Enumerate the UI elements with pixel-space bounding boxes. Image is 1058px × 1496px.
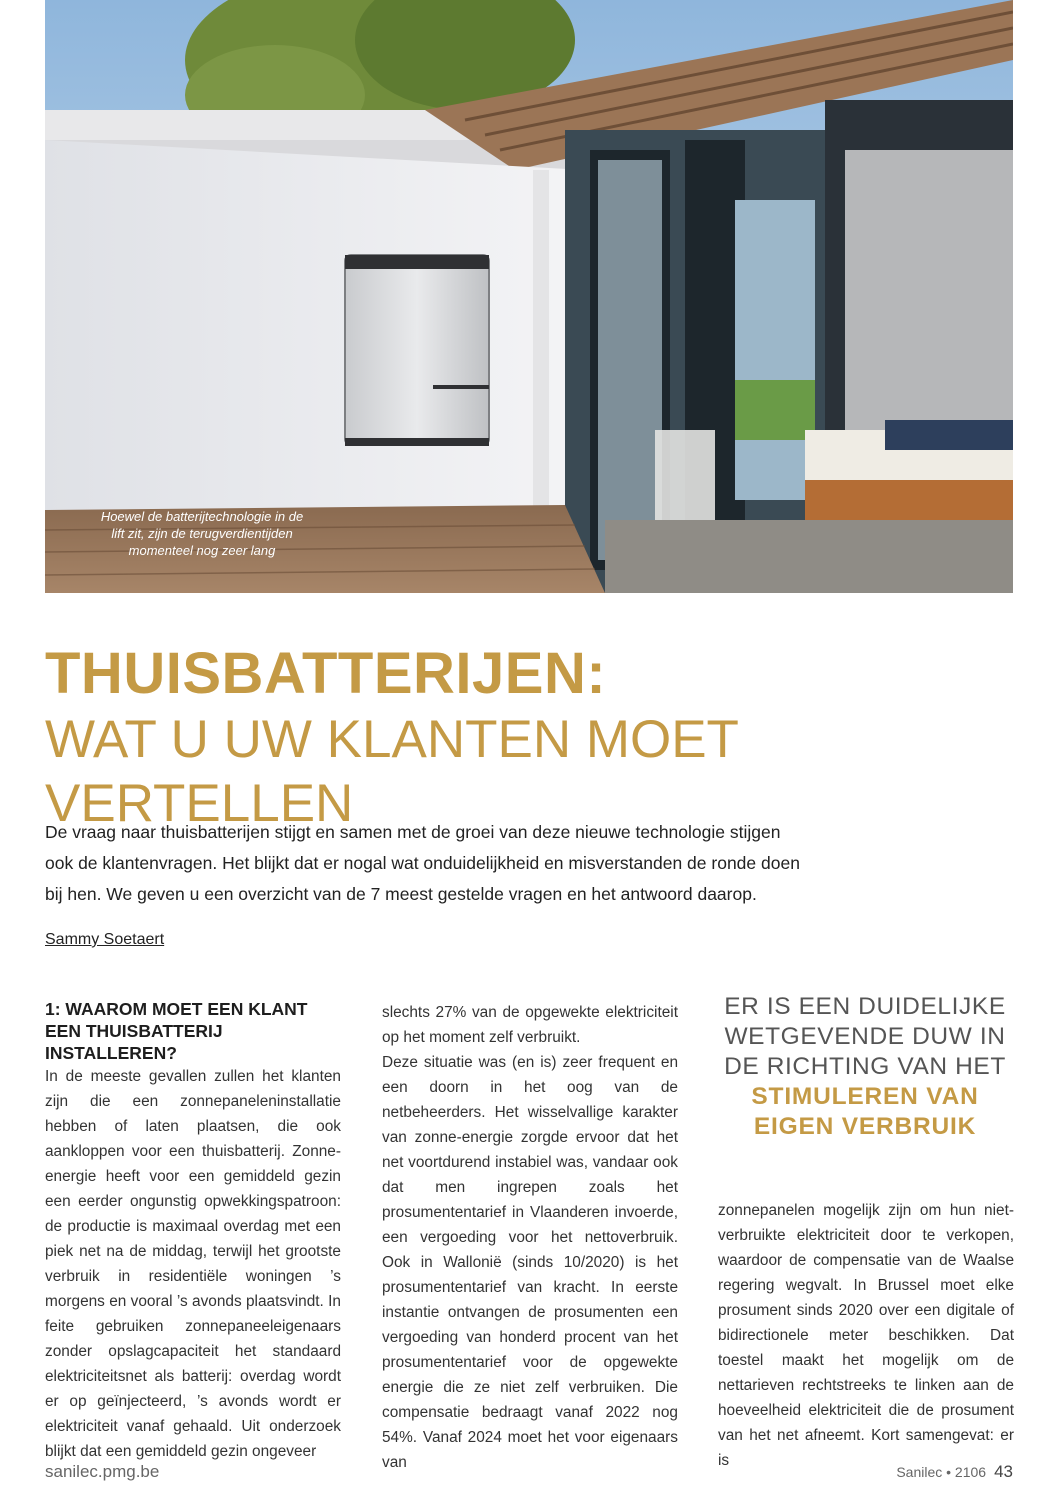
article-subtitle: WAT U UW KLANTEN MOET VERTELLEN: [45, 710, 738, 833]
body-paragraph: slechts 27% van de opgewekte elektriciteit op het moment zelf verbruikt.: [382, 1004, 678, 1046]
article-title: THUISBATTERIJEN:: [45, 641, 607, 706]
pull-quote: [714, 992, 1016, 1142]
text-column-1: [45, 998, 341, 1464]
pull-quote-highlight: STIMULEREN VAN: [751, 1083, 979, 1110]
photo-caption: Hoewel de batterijtechnologie in de lift zit, zijn de terugverdientijden momenteel nog zeer lang: [100, 509, 304, 558]
battery-unit: [345, 255, 489, 445]
issue-label: Sanilec • 2106: [896, 1464, 987, 1480]
text-column-2: [382, 1000, 678, 1475]
page-number: 43: [994, 1462, 1013, 1481]
pull-quote-line: DE RICHTING VAN HET: [724, 1053, 1006, 1080]
hero-photo: [45, 0, 1013, 593]
pull-quote-highlight: EIGEN VERBRUIK: [753, 1113, 977, 1140]
body-paragraph: Deze situatie was (en is) zeer frequent en een doorn in het oog van de netbeheerders. Het wisselvallige karakter van zonne-energie zorgde ervoor dat het net voortdurend instabiel was, vandaar ook dat men ingrepen zoals het prosumententarief in Vlaanderen invoerde, een vergoeding voor het nettoverbruik. Ook in Wallonië (sinds 10/2020) is het prosumententarief van kracht. In eerste instantie ontvangen de prosumenten een vergoeding van honderd procent van het prosumententarief voor de opgewekte energie die ze niet zelf verbruiken. Die compensatie bedraagt vanaf 2022 nog 54%. Vanaf 2024 moet het voor eigenaars van: [382, 1054, 678, 1471]
article-intro: De vraag naar thuisbatterijen stijgt en samen met de groei van deze nieuwe technologie stijgen ook de klantenvragen. Het blijkt dat er nogal wat onduidelijkheid en misverstanden de ronde doen bij hen. We geven u een overzicht van de 7 meest gestelde vragen en het antwoord daarop.: [45, 822, 800, 904]
pull-quote-line: ER IS EEN DUIDELIJKE: [724, 993, 1006, 1020]
footer-issue: [896, 1462, 1013, 1482]
author-byline: Sammy Soetaert: [45, 931, 165, 948]
text-column-3: [718, 1198, 1014, 1473]
body-paragraph: In de meeste gevallen zullen het klanten zijn die een zonnepaneleninstallatie hebben of laten plaatsen, die ook aankloppen voor een thuisbatterij. Zonne-energie heeft voor een gemiddeld gezin een eerder ongunstig opwekkingspatroon: de productie is maximaal overdag met een piek net na de middag, terwijl het grootste verbruik in residentiële woningen ’s morgens en vooral ’s avonds plaatsvindt. In feite gebruiken zonnepaneeleigenaars zonder opslagcapaciteit het standaard elektriciteitsnet als batterij: overdag wordt er op geïnjecteerd, ’s avonds wordt er elektriciteit vanaf gehaald. Uit onderzoek blijkt dat een gemiddeld gezin ongeveer: [45, 1068, 341, 1460]
footer-website: sanilec.pmg.be: [45, 1462, 160, 1481]
body-paragraph: zonnepanelen mogelijk zijn om hun niet-verbruikte elektriciteit door te verkopen, waardoor de compensatie van de Waalse regering wegvalt. In Brussel moet elke prosument sinds 2020 over een digitale of bidirectionele meter beschikken. Dat toestel maakt het mogelijk om de nettarieven rechtstreeks te linken aan de hoeveelheid elektriciteit die de prosument van het net afneemt. Kort samengevat: er is: [718, 1202, 1014, 1469]
section-heading: 1: WAAROM MOET EEN KLANT EEN THUISBATTERIJ INSTALLEREN?: [45, 999, 308, 1063]
pull-quote-line: WETGEVENDE DUW IN: [724, 1023, 1006, 1050]
house-battery-illustration: [45, 0, 1013, 593]
